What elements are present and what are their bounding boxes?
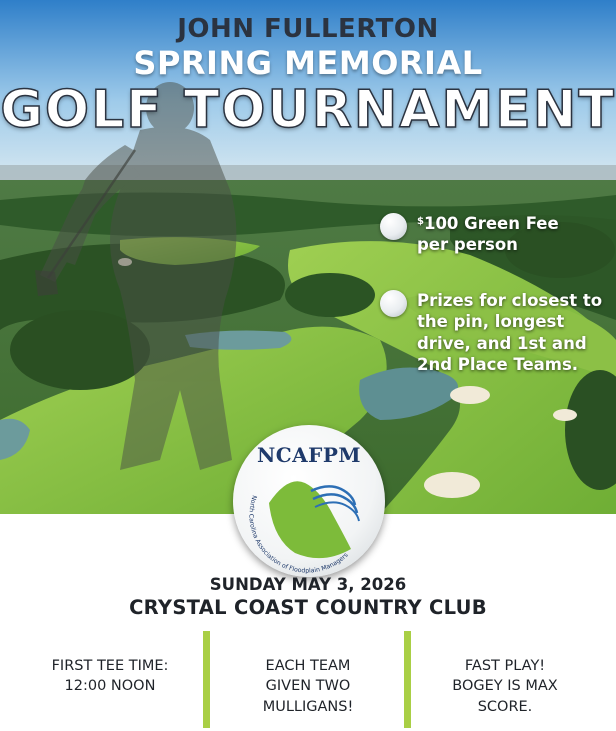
golf-ball-icon bbox=[380, 213, 407, 240]
event-subtitle: SPRING MEMORIAL bbox=[133, 44, 483, 82]
event-main-title: GOLF TOURNAMENT bbox=[0, 80, 616, 140]
golf-ball-icon bbox=[380, 290, 407, 317]
event-date: SUNDAY MAY 3, 2026 bbox=[209, 575, 407, 594]
ncafpm-logo bbox=[233, 425, 385, 577]
detail-fast-play: FAST PLAY! BOGEY IS MAX SCORE. bbox=[452, 658, 558, 715]
bullet-prizes bbox=[380, 290, 610, 376]
event-venue: CRYSTAL COAST COUNTRY CLUB bbox=[129, 596, 487, 619]
event-honoree-title: JOHN FULLERTON bbox=[177, 14, 439, 44]
logo-full-name: North Carolina Association of Floodplain Managers bbox=[247, 494, 350, 575]
green-divider bbox=[404, 631, 411, 728]
logo-acronym: NCAFPM bbox=[256, 443, 362, 467]
logo-emblem bbox=[233, 425, 385, 577]
detail-mulligans: EACH TEAM GIVEN TWO MULLIGANS! bbox=[262, 658, 354, 715]
green-fee-text: 100 Green Fee per person bbox=[417, 214, 559, 255]
detail-tee-time: FIRST TEE TIME: 12:00 NOON bbox=[51, 658, 169, 695]
bullet-green-fee bbox=[380, 213, 590, 256]
dollar-sign: $ bbox=[417, 216, 424, 227]
prizes-text: Prizes for closest to the pin, longest drive, and 1st and 2nd Place Teams. bbox=[417, 291, 603, 375]
green-divider bbox=[203, 631, 210, 728]
